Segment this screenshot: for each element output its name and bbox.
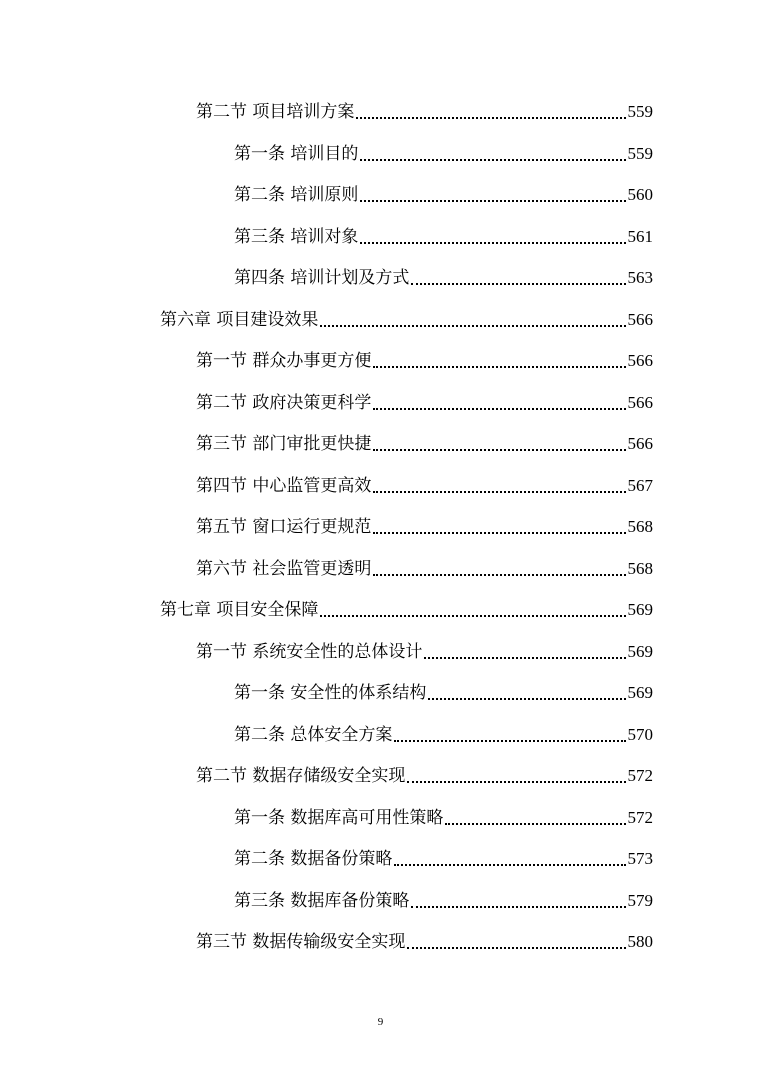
toc-entry[interactable]	[196, 757, 653, 787]
toc-dot-leader	[360, 159, 625, 161]
toc-dot-leader	[428, 698, 625, 700]
toc-entry-title: 第一条 培训目的	[234, 144, 359, 164]
toc-entry[interactable]	[234, 176, 653, 206]
toc-entry-title: 第二节 数据存储级安全实现	[196, 766, 406, 786]
toc-entry-page: 570	[627, 725, 653, 744]
toc-entry-title: 第二条 培训原则	[234, 185, 359, 205]
toc-entry[interactable]	[196, 384, 653, 414]
toc-dot-leader	[411, 906, 625, 908]
toc-entry-page: 559	[627, 144, 653, 163]
toc-entry[interactable]	[234, 259, 653, 289]
toc-entry-page: 561	[627, 227, 653, 246]
toc-entry[interactable]	[234, 674, 653, 704]
toc-entry-title: 第一条 安全性的体系结构	[234, 683, 427, 703]
toc-entry[interactable]	[196, 93, 653, 123]
toc-entry-page: 566	[627, 351, 653, 370]
toc-entry-title: 第三节 数据传输级安全实现	[196, 932, 406, 952]
toc-entry[interactable]	[196, 550, 653, 580]
toc-dot-leader	[445, 823, 625, 825]
toc-entry-title: 第三条 培训对象	[234, 227, 359, 247]
toc-entry-title: 第一节 系统安全性的总体设计	[196, 642, 423, 662]
toc-entry-page: 572	[627, 766, 653, 785]
toc-entry-page: 568	[627, 517, 653, 536]
page-number: 9	[377, 1016, 384, 1028]
toc-dot-leader	[356, 117, 625, 119]
toc-dot-leader	[360, 200, 625, 202]
toc-entry-page: 569	[627, 600, 653, 619]
toc-entry-title: 第三条 数据库备份策略	[234, 891, 410, 911]
toc-entry-page: 566	[627, 393, 653, 412]
toc-entry-page: 566	[627, 434, 653, 453]
toc-entry[interactable]	[196, 425, 653, 455]
toc-entry-title: 第一条 数据库高可用性策略	[234, 808, 444, 828]
toc-entry-title: 第三节 部门审批更快捷	[196, 434, 372, 454]
toc-entry-page: 569	[627, 642, 653, 661]
toc-dot-leader	[424, 657, 625, 659]
toc-entry-page: 560	[627, 185, 653, 204]
toc-entry[interactable]	[234, 882, 653, 912]
toc-entry[interactable]	[196, 633, 653, 663]
toc-dot-leader	[411, 283, 625, 285]
toc-dot-leader	[407, 947, 625, 949]
toc-entry-title: 第七章 项目安全保障	[160, 600, 319, 620]
toc-dot-leader	[394, 864, 625, 866]
toc-entry-title: 第二条 数据备份策略	[234, 849, 393, 869]
toc-entry-page: 572	[627, 808, 653, 827]
toc-entry[interactable]	[196, 467, 653, 497]
toc-entry[interactable]	[196, 508, 653, 538]
toc-entry-page: 569	[627, 683, 653, 702]
toc-entry-page: 559	[627, 102, 653, 121]
toc-entry-page: 567	[627, 476, 653, 495]
toc-dot-leader	[394, 740, 625, 742]
toc-dot-leader	[373, 532, 625, 534]
toc-entry-title: 第六节 社会监管更透明	[196, 559, 372, 579]
toc-dot-leader	[373, 574, 625, 576]
toc-entry[interactable]	[234, 135, 653, 165]
toc-entry-title: 第一节 群众办事更方便	[196, 351, 372, 371]
toc-dot-leader	[320, 615, 625, 617]
toc-entry[interactable]	[160, 301, 653, 331]
toc-dot-leader	[373, 408, 625, 410]
toc-entry-title: 第二节 项目培训方案	[196, 102, 355, 122]
toc-dot-leader	[373, 491, 625, 493]
toc-dot-leader	[407, 781, 625, 783]
toc-entry-page: 568	[627, 559, 653, 578]
toc-entry[interactable]	[196, 342, 653, 372]
toc-dot-leader	[360, 242, 625, 244]
toc-entry[interactable]	[234, 840, 653, 870]
toc-dot-leader	[373, 366, 625, 368]
toc-entry[interactable]	[196, 923, 653, 953]
toc-entry-page: 580	[627, 932, 653, 951]
toc-entry-title: 第六章 项目建设效果	[160, 310, 319, 330]
toc-entry-title: 第四节 中心监管更高效	[196, 476, 372, 496]
toc-entry-title: 第二节 政府决策更科学	[196, 393, 372, 413]
toc-entry[interactable]	[234, 218, 653, 248]
toc-entry-page: 563	[627, 268, 653, 287]
toc-entry-page: 579	[627, 891, 653, 910]
toc-entry-title: 第五节 窗口运行更规范	[196, 517, 372, 537]
toc-entry-page: 566	[627, 310, 653, 329]
toc-entry-title: 第四条 培训计划及方式	[234, 268, 410, 288]
toc-entry[interactable]	[234, 716, 653, 746]
toc-entry[interactable]	[160, 591, 653, 621]
toc-dot-leader	[320, 325, 625, 327]
toc-entry[interactable]	[234, 799, 653, 829]
toc-entry-page: 573	[627, 849, 653, 868]
toc-dot-leader	[373, 449, 625, 451]
toc-entry-title: 第二条 总体安全方案	[234, 725, 393, 745]
